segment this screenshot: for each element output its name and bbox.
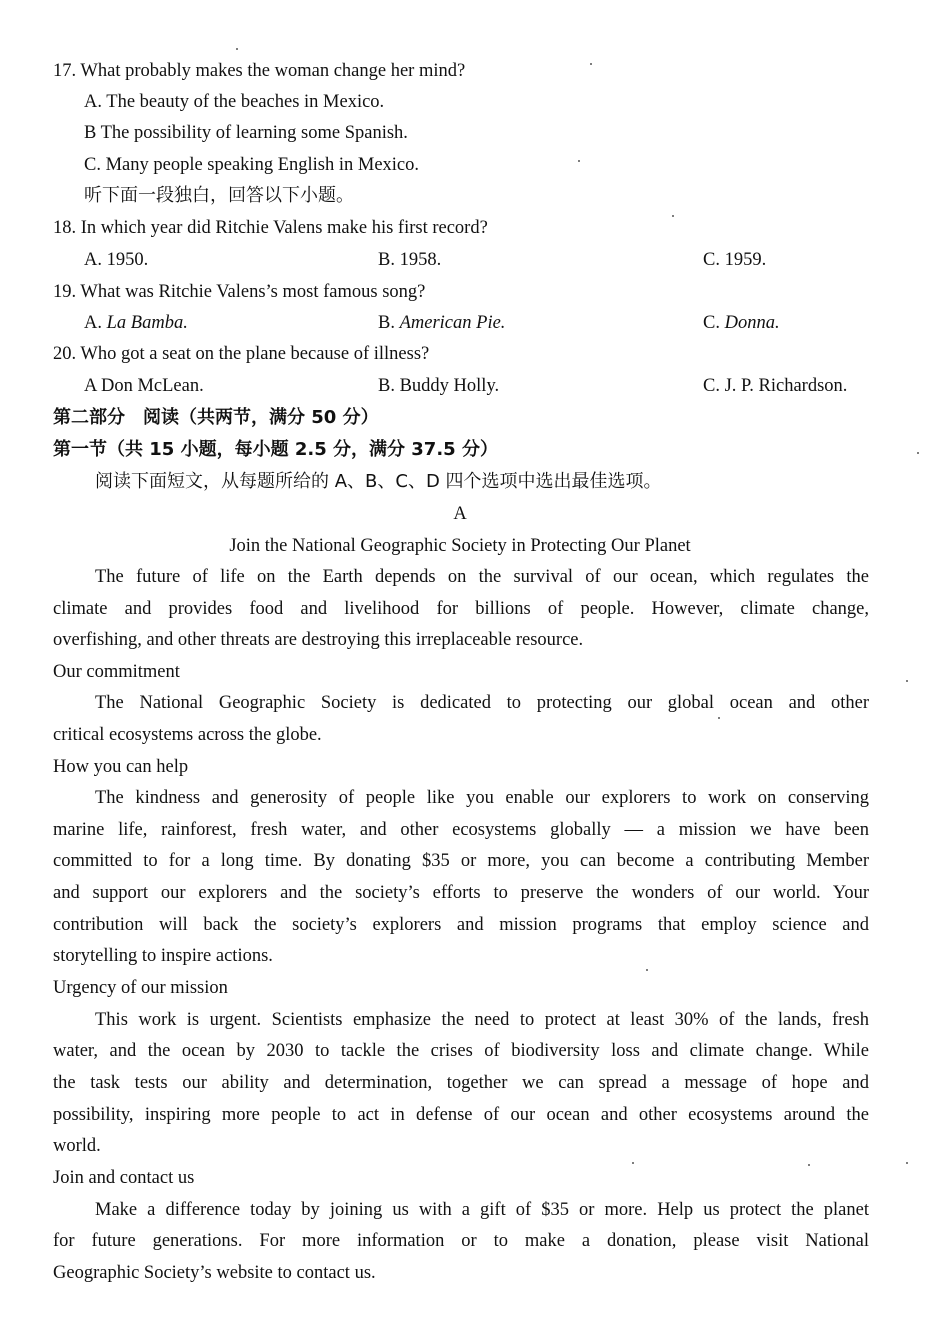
- q20-option-c: C. J. P. Richardson.: [703, 376, 848, 396]
- q20-option-b: B. Buddy Holly.: [378, 376, 500, 396]
- intro-line-3: overfishing, and other threats are destroying this irreplaceable resource.: [53, 630, 584, 650]
- section-heading-help: How you can help: [53, 757, 189, 777]
- join-line-1: Make a difference today by joining us with a gift of $35 or more. Help us protect the planet: [95, 1200, 869, 1220]
- listen-instruction: 听下面一段独白，回答以下小题。: [84, 185, 354, 206]
- song-title: La Bamba.: [106, 313, 188, 333]
- question-18: 18. In which year did Ritchie Valens make his first record?: [53, 218, 488, 238]
- commitment-line-1: The National Geographic Society is dedicated to protecting our global ocean and other: [95, 693, 869, 713]
- scan-speck: [718, 717, 720, 719]
- question-19: 19. What was Ritchie Valens’s most famous song?: [53, 282, 426, 302]
- question-17: 17. What probably makes the woman change her mind?: [53, 61, 466, 81]
- option-letter: C.: [703, 313, 720, 333]
- urgency-line-3: the task tests our ability and determination, together we can spread a message of hope and: [53, 1073, 869, 1093]
- commitment-line-2: critical ecosystems across the globe.: [53, 725, 322, 745]
- join-line-2: for future generations. For more information or to make a donation, please visit National: [53, 1231, 869, 1251]
- help-line-6: storytelling to inspire actions.: [53, 946, 273, 966]
- q18-option-a: A. 1950.: [84, 250, 149, 270]
- help-line-5: contribution will back the society’s explorers and mission programs that employ science and: [53, 915, 869, 935]
- q17-option-a: A. The beauty of the beaches in Mexico.: [84, 92, 385, 112]
- q19-option-c: [703, 311, 780, 335]
- option-letter: A.: [84, 313, 102, 333]
- q19-option-b: [378, 311, 505, 335]
- option-letter: B.: [378, 313, 395, 333]
- help-line-3: committed to for a long time. By donating $35 or more, you can become a contributing Member: [53, 851, 869, 871]
- song-title: American Pie.: [399, 313, 506, 333]
- q18-option-c: C. 1959.: [703, 250, 767, 270]
- help-line-4: and support our explorers and the society’s efforts to preserve the wonders of our world. Your: [53, 883, 869, 903]
- q18-option-b: B. 1958.: [378, 250, 442, 270]
- section-heading-urgency: Urgency of our mission: [53, 978, 228, 998]
- urgency-line-1: This work is urgent. Scientists emphasize the need to protect at least 30% of the lands, fresh: [95, 1010, 869, 1030]
- scan-speck: [646, 969, 648, 971]
- intro-line-1: The future of life on the Earth depends on the survival of our ocean, which regulates the: [95, 567, 869, 587]
- scan-speck: [590, 63, 592, 65]
- section-heading-commitment: Our commitment: [53, 662, 180, 682]
- scan-speck: [917, 452, 919, 454]
- intro-line-2: climate and provides food and livelihood for billions of people. However, climate change,: [53, 599, 869, 619]
- q19-option-a: [84, 311, 188, 335]
- song-title: Donna.: [724, 313, 780, 333]
- passage-title: Join the National Geographic Society in Protecting Our Planet: [229, 536, 691, 556]
- urgency-line-2: water, and the ocean by 2030 to tackle the crises of biodiversity loss and climate change. While: [53, 1041, 869, 1061]
- scan-speck: [236, 48, 238, 50]
- urgency-line-5: world.: [53, 1136, 101, 1156]
- section2-title: 第二部分 阅读（共两节，满分 50 分）: [53, 407, 379, 428]
- question-20: 20. Who got a seat on the plane because of illness?: [53, 344, 430, 364]
- help-line-2: marine life, rainforest, fresh water, and other ecosystems globally — a mission we have been: [53, 820, 869, 840]
- scan-speck: [672, 215, 674, 217]
- scan-speck: [906, 1162, 908, 1164]
- scan-speck: [632, 1162, 634, 1164]
- scan-speck: [906, 680, 908, 682]
- q17-option-c: C. Many people speaking English in Mexico.: [84, 155, 420, 175]
- help-line-1: The kindness and generosity of people like you enable our explorers to work on conserving: [95, 788, 869, 808]
- urgency-line-4: possibility, inspiring more people to act in defense of our ocean and other ecosystems around the: [53, 1105, 869, 1125]
- scan-speck: [578, 160, 580, 162]
- q20-option-a: A Don McLean.: [84, 376, 204, 396]
- join-line-3: Geographic Society’s website to contact us.: [53, 1263, 376, 1283]
- passage-letter: A: [453, 504, 467, 524]
- scan-speck: [808, 1164, 810, 1166]
- section-heading-join: Join and contact us: [53, 1168, 195, 1188]
- section2-part1: 第一节（共 15 小题，每小题 2.5 分，满分 37.5 分）: [53, 439, 498, 460]
- q17-option-b: B The possibility of learning some Spanish.: [84, 123, 408, 143]
- reading-instruction: 阅读下面短文，从每题所给的 A、B、C、D 四个选项中选出最佳选项。: [95, 471, 662, 492]
